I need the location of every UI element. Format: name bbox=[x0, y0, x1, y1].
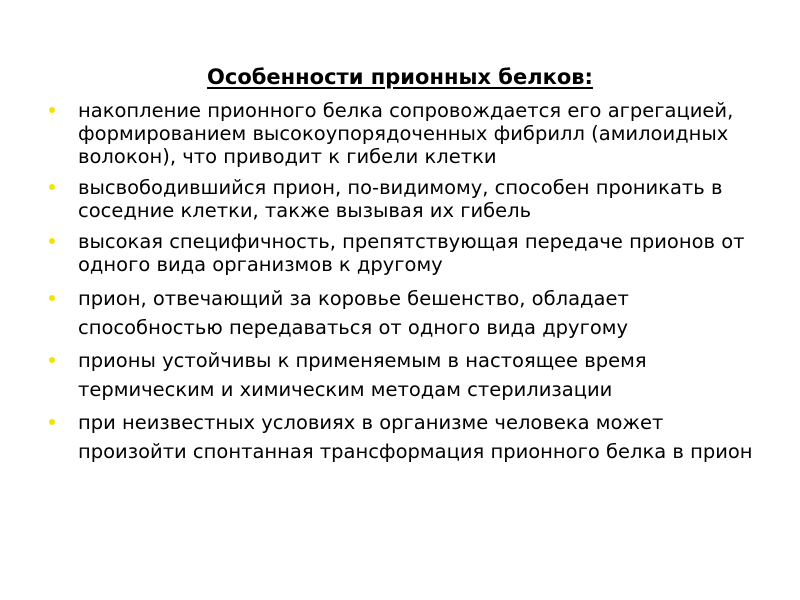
bullet-text: накопление прионного белка сопровождается его агрегацией, формированием высокоупорядоченных фибрилл (амилоидных волокон), что приводит к гибели клетки bbox=[78, 99, 734, 168]
bullet-dot-icon bbox=[49, 184, 55, 190]
bullet-text: прион, отвечающий за коровье бешенство, обладает способностью передаваться от одного вида другому bbox=[78, 287, 629, 339]
bullet-text: прионы устойчивы к применяемым в настоящее время термическим и химическим методам стерилизации bbox=[78, 349, 647, 401]
bullet-item bbox=[40, 230, 760, 276]
bullet-item bbox=[40, 284, 760, 342]
bullet-dot-icon bbox=[49, 107, 55, 113]
bullet-dot-icon bbox=[49, 357, 55, 363]
slide-title: Особенности прионных белков: bbox=[207, 65, 593, 89]
bullet-list bbox=[40, 99, 760, 470]
bullet-item bbox=[40, 408, 760, 466]
bullet-dot-icon bbox=[49, 419, 55, 425]
bullet-dot-icon bbox=[49, 295, 55, 301]
bullet-item bbox=[40, 99, 760, 168]
bullet-text: высвободившийся прион, по-видимому, способен проникать в соседние клетки, также вызывая их гибель bbox=[78, 176, 723, 222]
bullet-text: при неизвестных условиях в организме человека может произойти спонтанная трансформация прионного белка в прион bbox=[78, 411, 753, 463]
bullet-dot-icon bbox=[49, 238, 55, 244]
bullet-item bbox=[40, 346, 760, 404]
bullet-text: высокая специфичность, препятствующая передаче прионов от одного вида организмов к другому bbox=[78, 230, 745, 276]
bullet-item bbox=[40, 176, 760, 222]
